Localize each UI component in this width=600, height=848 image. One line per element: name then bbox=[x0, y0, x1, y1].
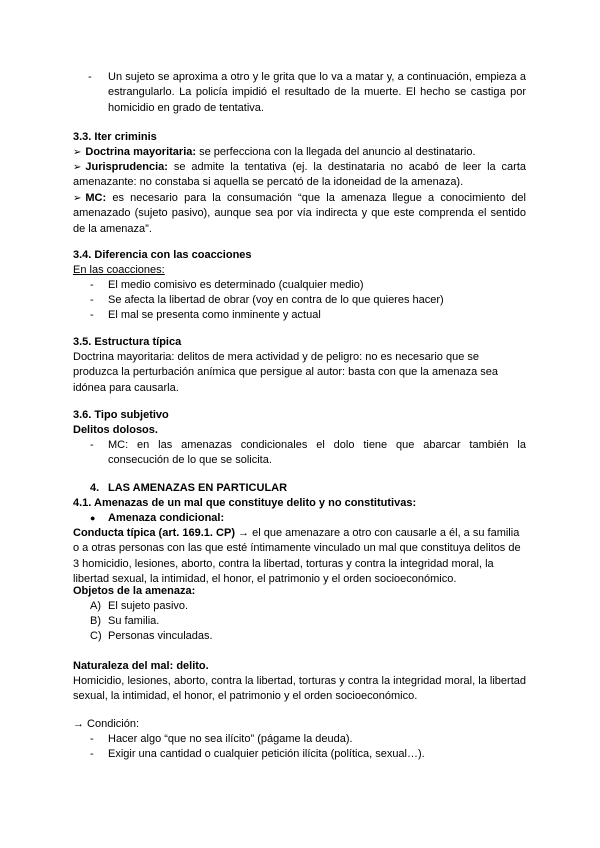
list-item-text: El mal se presenta como inminente y actual bbox=[108, 309, 321, 321]
item-text: se admite la tentativa (ej. la destinataria no acabó de leer la carta amenazante: no constaba si aquella se percató de la idoneidad de la amenaza). bbox=[73, 161, 526, 189]
item-label: Doctrina mayoritaria: bbox=[85, 146, 197, 158]
list-marker: C) bbox=[90, 630, 102, 642]
heading-3-5: 3.5. Estructura típica bbox=[73, 336, 182, 348]
bullet-amenaza-condicional bbox=[90, 511, 543, 526]
bullet-marker: - bbox=[90, 309, 94, 321]
bullet-text: Amenaza condicional: bbox=[108, 512, 225, 524]
arrow-marker: ➢ bbox=[73, 147, 82, 158]
list-item-text: Su familia. bbox=[108, 615, 160, 627]
bullet-marker: - bbox=[90, 294, 94, 306]
list-item bbox=[90, 438, 526, 469]
list-item bbox=[90, 614, 526, 629]
list-marker: B) bbox=[90, 615, 101, 627]
heading-3-4: 3.4. Diferencia con las coacciones bbox=[73, 249, 252, 261]
list-marker: A) bbox=[90, 600, 101, 612]
item-jurisprudencia bbox=[73, 160, 526, 191]
item-text: es necesario para la consumación “que la amenaza llegue a conocimiento del amenazado (sujeto pasivo), aunque sea por vía indirecta y que este comprenda el sentido de la amenaza”. bbox=[73, 192, 526, 235]
bullet-marker: - bbox=[88, 71, 92, 83]
list-item bbox=[90, 732, 526, 747]
list-item bbox=[90, 308, 526, 323]
naturaleza-heading: Naturaleza del mal: delito. bbox=[73, 660, 209, 672]
item-mc bbox=[73, 191, 526, 237]
list-item-text: Exigir una cantidad o cualquier petición ilícita (política, sexual…). bbox=[108, 748, 425, 760]
condicion-heading: → Condición: bbox=[73, 718, 140, 730]
sub-dolosos: Delitos dolosos. bbox=[73, 424, 158, 436]
list-item-text: Hacer algo “que no sea ilícito” (págame la deuda). bbox=[108, 733, 353, 745]
arrow-marker: ➢ bbox=[73, 162, 82, 173]
sub-coacciones: En las coacciones: bbox=[73, 264, 165, 276]
heading-3-6: 3.6. Tipo subjetivo bbox=[73, 409, 169, 421]
arrow-marker: ➢ bbox=[73, 193, 82, 204]
heading-4-1: 4.1. Amenazas de un mal que constituye delito y no constitutivas: bbox=[73, 497, 417, 509]
list-item-text: El sujeto pasivo. bbox=[108, 600, 189, 612]
objetos-heading: Objetos de la amenaza: bbox=[73, 585, 196, 597]
list-item bbox=[90, 293, 526, 308]
conducta-label: Conducta típica (art. 169.1. CP) bbox=[73, 527, 235, 539]
list-item-text: El medio comisivo es determinado (cualquier medio) bbox=[108, 279, 364, 291]
paragraph-estructura: Doctrina mayoritaria: delitos de mera actividad y de peligro: no es necesario que se produzca la perturbación anímica que persigue al autor: basta con que la amenaza sea idónea para causarla. bbox=[73, 351, 498, 394]
item-label: Jurisprudencia: bbox=[85, 161, 168, 173]
item-label: MC: bbox=[85, 192, 107, 204]
heading-3-3: 3.3. Iter criminis bbox=[73, 131, 157, 143]
heading-text: LAS AMENAZAS EN PARTICULAR bbox=[108, 482, 288, 494]
paragraph-naturaleza: Homicidio, lesiones, aborto, contra la libertad, torturas y contra la integridad moral, la libertad sexual, la intimidad, el honor, el patrimonio y el orden socioeconómico. bbox=[73, 675, 526, 703]
list-item bbox=[90, 629, 526, 644]
paragraph-conducta bbox=[73, 526, 526, 588]
bullet-marker: - bbox=[90, 439, 94, 451]
list-item bbox=[90, 747, 526, 762]
heading-4 bbox=[90, 481, 543, 496]
item-doctrina bbox=[73, 145, 526, 160]
heading-number: 4. bbox=[90, 482, 100, 494]
list-item-text: Se afecta la libertad de obrar (voy en contra de lo que quieres hacer) bbox=[108, 294, 444, 306]
conducta-text: → el que amenazare a otro con causarle a él, a su familia o a otras personas con las que esté íntimamente vinculado un mal que constituya delitos de 3 homicidio, lesiones, aborto, contra la libertad, torturas y contra la integridad moral, la libertad sexual, la intimidad, el honor, el patrimonio y el orden socioeconómico. bbox=[73, 527, 521, 586]
list-item bbox=[90, 599, 526, 614]
intro-bullet-text: Un sujeto se aproxima a otro y le grita que lo va a matar y, a continuación, empieza a estrangularlo. La policía impidió el resultado de la muerte. El hecho se castiga por homicidio en grado de tentativa. bbox=[108, 71, 526, 114]
item-text: se perfecciona con la llegada del anuncio al destinatario. bbox=[199, 146, 476, 158]
bullet-marker: - bbox=[90, 279, 94, 291]
intro-bullet bbox=[88, 70, 526, 116]
list-item-text: MC: en las amenazas condicionales el dolo tiene que abarcar también la consecución de lo que se solicita. bbox=[108, 439, 526, 467]
bullet-marker: - bbox=[90, 733, 94, 745]
bullet-marker: - bbox=[90, 748, 94, 760]
list-item-text: Personas vinculadas. bbox=[108, 630, 213, 642]
list-item bbox=[90, 278, 526, 293]
dot-marker: ● bbox=[90, 513, 96, 523]
